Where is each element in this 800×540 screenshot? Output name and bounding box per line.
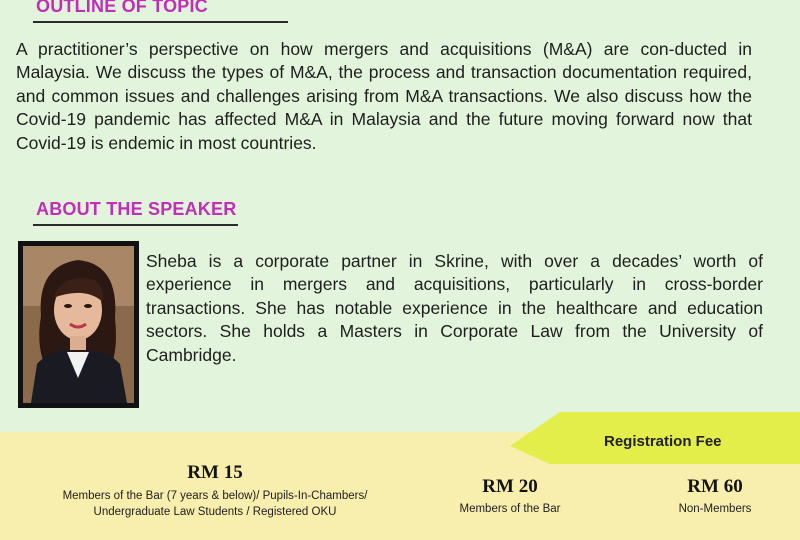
- fee-amount: RM 15: [187, 462, 243, 483]
- speaker-heading: ABOUT THE SPEAKER: [36, 199, 237, 219]
- outline-heading: OUTLINE OF TOPIC: [36, 0, 208, 16]
- fee-item: [650, 476, 780, 517]
- registration-fee-title: Registration Fee: [604, 433, 722, 450]
- fee-label: Non-Members: [678, 503, 752, 515]
- fee-amount: RM 60: [687, 476, 743, 497]
- fee-amount: RM 20: [482, 476, 538, 497]
- speaker-portrait-image: [23, 246, 134, 403]
- fee-item: [440, 476, 580, 517]
- fee-item: [30, 462, 400, 520]
- speaker-bio: Sheba is a corporate partner in Skrine, with over a decades’ worth of experience in mergers and acquisitions, particularly in cross-border transactions. She has notable experience in the healthcare and education sectors. She holds a Masters in Corporate Law from the University of Cambridge.: [146, 251, 763, 365]
- speaker-heading-underline: [33, 224, 238, 226]
- outline-heading-underline: [33, 21, 288, 23]
- speaker-photo: [18, 241, 139, 408]
- fee-label: Members of the Bar: [459, 503, 561, 515]
- outline-text: A practitioner’s perspective on how mergers and acquisitions (M&A) are con-ducted in Malaysia. We discuss the types of M&A, the process and transaction documentation required, and common issues and challenges arising from M&A transactions. We also discuss how the Covid-19 pandemic has affected M&A in Malaysia and the future moving forward now that Covid-19 is endemic in most countries.: [16, 39, 752, 153]
- fee-label: Members of the Bar (7 years & below)/ Pupils-In-Chambers/ Undergraduate Law Students / Registered OKU: [62, 490, 368, 518]
